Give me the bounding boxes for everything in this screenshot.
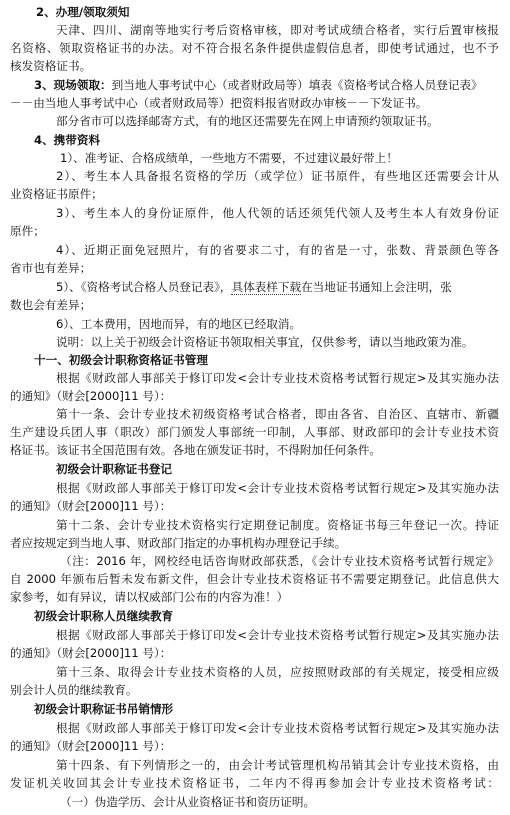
list-item-text: 在当地证书通知上会注明，张 <box>301 280 452 294</box>
paragraph-line: 的通知》（财会[2000]11 号）： <box>10 739 172 753</box>
list-item: 数也会有差异； <box>10 298 92 312</box>
list-item: 6）、工本费用，因地而异，有的地区已经取消。 <box>56 317 302 331</box>
paragraph-line: 的通知》（财会[2000]11 号）： <box>10 646 172 660</box>
paragraph-line: 生产建设兵团人事（职改）部门颁发人事部统一印制，人事部、财政部印的会计专业技术资 <box>10 425 499 439</box>
paragraph-line: 核发资格证书。 <box>10 59 92 73</box>
list-item: 3）、考生本人的身份证原件，他人代领的话还须凭代领人及考生本人有效身份证 <box>56 206 499 220</box>
note: 说明：以上关于初级会计资格证书领取相关事宜，仅供参考，请以当地政策为准。 <box>56 335 474 349</box>
section-heading: 十一、初级会计职称资格证书管理 <box>34 353 208 367</box>
paragraph-line: 根据《财政部人事部关于修订印发<会计专业技术资格考试暂行规定>及其实施办法 <box>56 481 499 495</box>
paragraph-line: 部分省市可以选择邮寄方式，有的地区还需要先在网上申请预约领取证书。 <box>56 114 439 128</box>
list-item: 1）、准考证、合格成绩单，一些地方不需要，不过建议最好带上！ <box>60 151 398 165</box>
paragraph-line: （注：2016 年，网校经电话咨询财政部获悉，《会计专业技术资格考试暂行规定》 <box>60 554 499 568</box>
paragraph-line: 发证机关收回其会计专业技术资格证书，二年内不得再参加会计专业技术资格考试： <box>10 776 499 790</box>
list-item-text: 5）、《资格考试合格人员登记表》， <box>56 280 232 294</box>
paragraph-line: 根据《财政部人事部关于修订印发<会计专业技术资格考试暂行规定>及其实施办法 <box>56 628 499 642</box>
paragraph-line: －－由当地人事考试中心（或者财政局等）把资料报省财政办审核－－下发证书。 <box>10 96 428 110</box>
download-sample-link[interactable]: 具体表样下载 <box>231 280 302 294</box>
section-heading: 4、携带资料 <box>34 133 101 147</box>
section-heading: 2、办理/领取须知 <box>36 5 130 19</box>
list-item: （一）伪造学历、会计从业资格证书和资历证明。 <box>60 795 316 809</box>
paragraph-line: 自 2000 年颁布后暂未发布新文件，但会计专业技术资格证书不需要定期登记。此信息供大 <box>10 572 499 586</box>
paragraph-text: 到当地人事考试中心（或者财政局等）填表《资格考试合格人员登记表》 <box>111 78 483 92</box>
paragraph-line: 的通知》（财会[2000]11 号）： <box>10 499 172 513</box>
paragraph-line: 第十四条、有下列情形之一的，由会计考试管理机构吊销其会计专业技术资格，由 <box>56 758 499 772</box>
subsection-heading: 初级会计职称证书登记 <box>56 462 172 476</box>
list-item: 2）、考生本人具备报名资格的学历（或学位）证书原件，有些地区还需要会计从 <box>56 169 499 183</box>
list-item: 4）、近期正面免冠照片，有的省要求二寸，有的省是一寸，张数、背景颜色等各 <box>56 243 499 257</box>
list-item: 原件； <box>10 224 45 238</box>
list-item: 省市也有差异； <box>10 261 92 275</box>
paragraph-line: 根据《财政部人事部关于修订印发<会计专业技术资格考试暂行规定>及其实施办法 <box>56 371 499 385</box>
paragraph-line: 第十二条、会计专业技术资格实行定期登记制度。资格证书每三年登记一次。持证 <box>56 518 499 532</box>
paragraph-line: 名资格、领取资格证书的办法。对不符合报名条件提供虚假信息者，即使考试通过，也不予 <box>10 41 499 55</box>
paragraph-line: 格证书。该证书全国范围有效。各地在颁发证书时，不得附加任何条件。 <box>10 443 382 457</box>
subsection-heading: 初级会计职称人员继续教育 <box>34 609 174 623</box>
paragraph-line: 天津、四川、湖南等地实行考后资格审核，即对考试成绩合格者，实行后置审核报 <box>56 23 499 37</box>
list-item <box>56 279 452 295</box>
paragraph-line: 家参考，如有异议，请以权威部门公布的内容为准！） <box>10 590 289 604</box>
paragraph-line: 别会计人员的继续教育。 <box>10 683 138 697</box>
paragraph-line: 第十三条、取得会计专业技术资格的人员，应按照财政部的有关规定，接受相应级 <box>56 665 499 679</box>
list-item: 业资格证书原件； <box>10 187 103 201</box>
paragraph-line: 第十一条、会计专业技术初级资格考试合格者，即由各省、自治区、直辖市、新疆 <box>56 407 499 421</box>
paragraph-line: 根据《财政部人事部关于修订印发<会计专业技术资格考试暂行规定>及其实施办法 <box>56 721 499 735</box>
subsection-heading: 初级会计职称证书吊销情形 <box>34 702 174 716</box>
paragraph-line: 的通知》（财会[2000]11 号）： <box>10 389 172 403</box>
section-line <box>34 77 483 93</box>
paragraph-line: 者应按规定到当地人事、财政部门指定的办事机构办理登记手续。 <box>10 536 347 550</box>
section-heading: 3、现场领取： <box>34 78 112 92</box>
